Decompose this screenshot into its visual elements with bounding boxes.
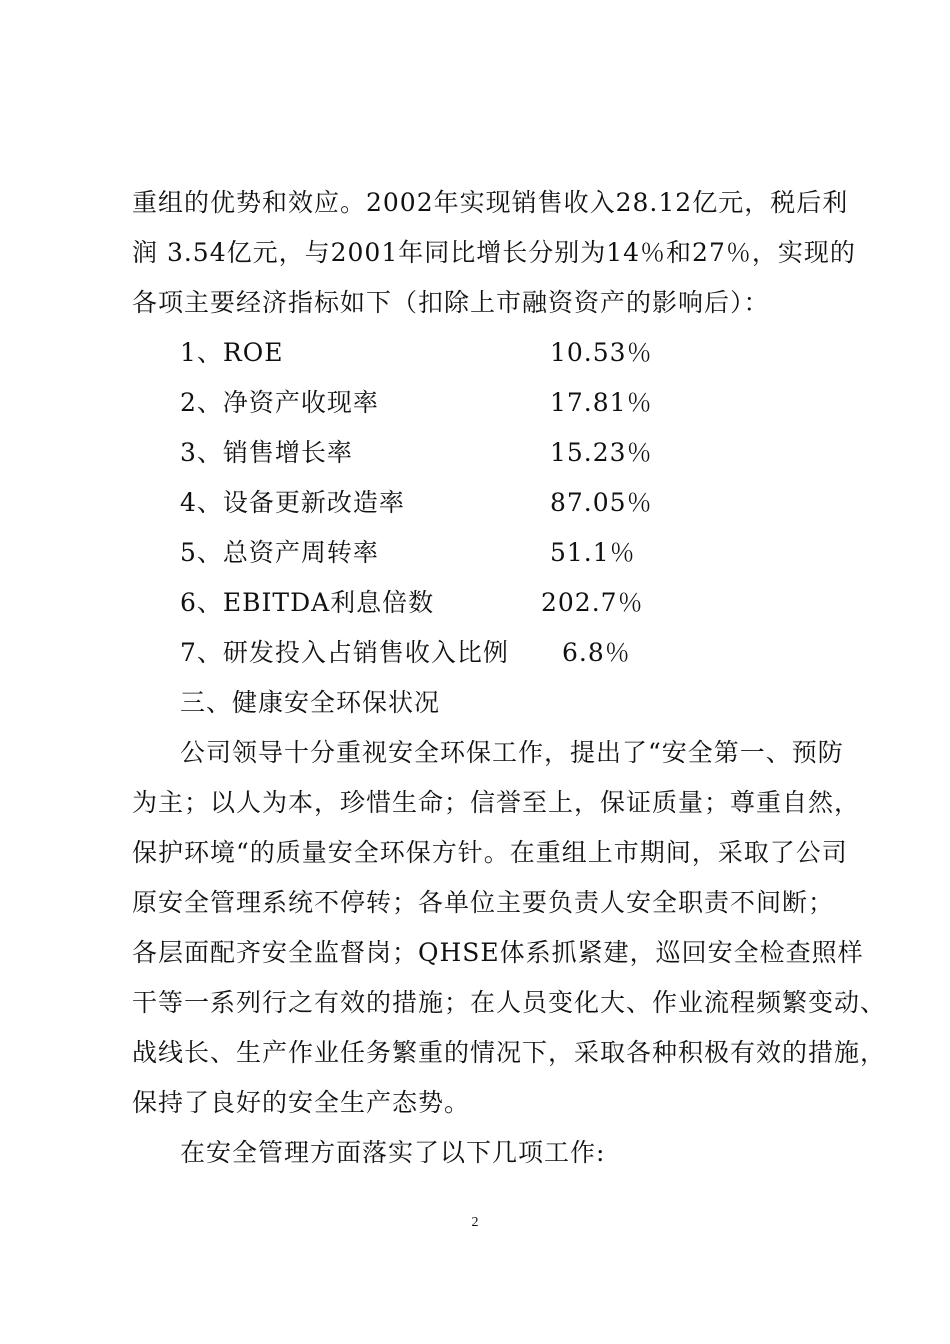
paragraph-line: 各项主要经济指标如下（扣除上市融资资产的影响后）： bbox=[132, 288, 770, 317]
indicator-value: 10.53％ bbox=[550, 338, 653, 367]
indicator-label: 5、总资产周转率 bbox=[180, 538, 379, 567]
paragraph-line: 为主；以人为本，珍惜生命；信誉至上，保证质量；尊重自然， bbox=[132, 788, 861, 817]
paragraph-line: 重组的优势和效应。2002年实现销售收入28.12亿元，税后利 bbox=[132, 188, 849, 217]
indicator-value: 87.05％ bbox=[550, 488, 653, 517]
paragraph-line: 原安全管理系统不停转；各单位主要负责人安全职责不间断； bbox=[132, 888, 835, 917]
paragraph-line: 保护环境“的质量安全环保方针。在重组上市期间，采取了公司 bbox=[132, 838, 848, 867]
paragraph-line: 战线长、生产作业任务繁重的情况下，采取各种积极有效的措施， bbox=[132, 1038, 887, 1067]
indicator-label: 3、销售增长率 bbox=[180, 438, 353, 467]
indicator-label: 7、研发投入占销售收入比例 bbox=[180, 638, 509, 667]
indicator-value: 6.8％ bbox=[562, 638, 631, 667]
paragraph-line: 各层面配齐安全监督岗；QHSE体系抓紧建，巡回安全检查照样 bbox=[132, 938, 864, 967]
indicator-label: 2、净资产收现率 bbox=[180, 388, 379, 417]
indicator-value: 17.81％ bbox=[550, 388, 653, 417]
paragraph-line: 干等一系列行之有效的措施；在人员变化大、作业流程频繁变动、 bbox=[132, 988, 887, 1017]
indicator-label: 1、ROE bbox=[180, 338, 284, 367]
paragraph-line: 公司领导十分重视安全环保工作，提出了“安全第一、预防 bbox=[180, 738, 844, 767]
paragraph-line: 在安全管理方面落实了以下几项工作: bbox=[180, 1138, 606, 1167]
indicator-label: 4、设备更新改造率 bbox=[180, 488, 405, 517]
paragraph-line: 保持了良好的安全生产态势。 bbox=[132, 1088, 471, 1117]
paragraph-line: 润 3.54亿元，与2001年同比增长分别为14％和27％，实现的 bbox=[132, 238, 856, 267]
page-number: 2 bbox=[471, 1215, 479, 1230]
section-heading: 三、健康安全环保状况 bbox=[180, 688, 441, 717]
indicator-value: 202.7％ bbox=[541, 588, 644, 617]
indicator-value: 51.1％ bbox=[550, 538, 636, 567]
indicator-value: 15.23％ bbox=[550, 438, 653, 467]
indicator-label: 6、EBITDA利息倍数 bbox=[180, 588, 435, 617]
